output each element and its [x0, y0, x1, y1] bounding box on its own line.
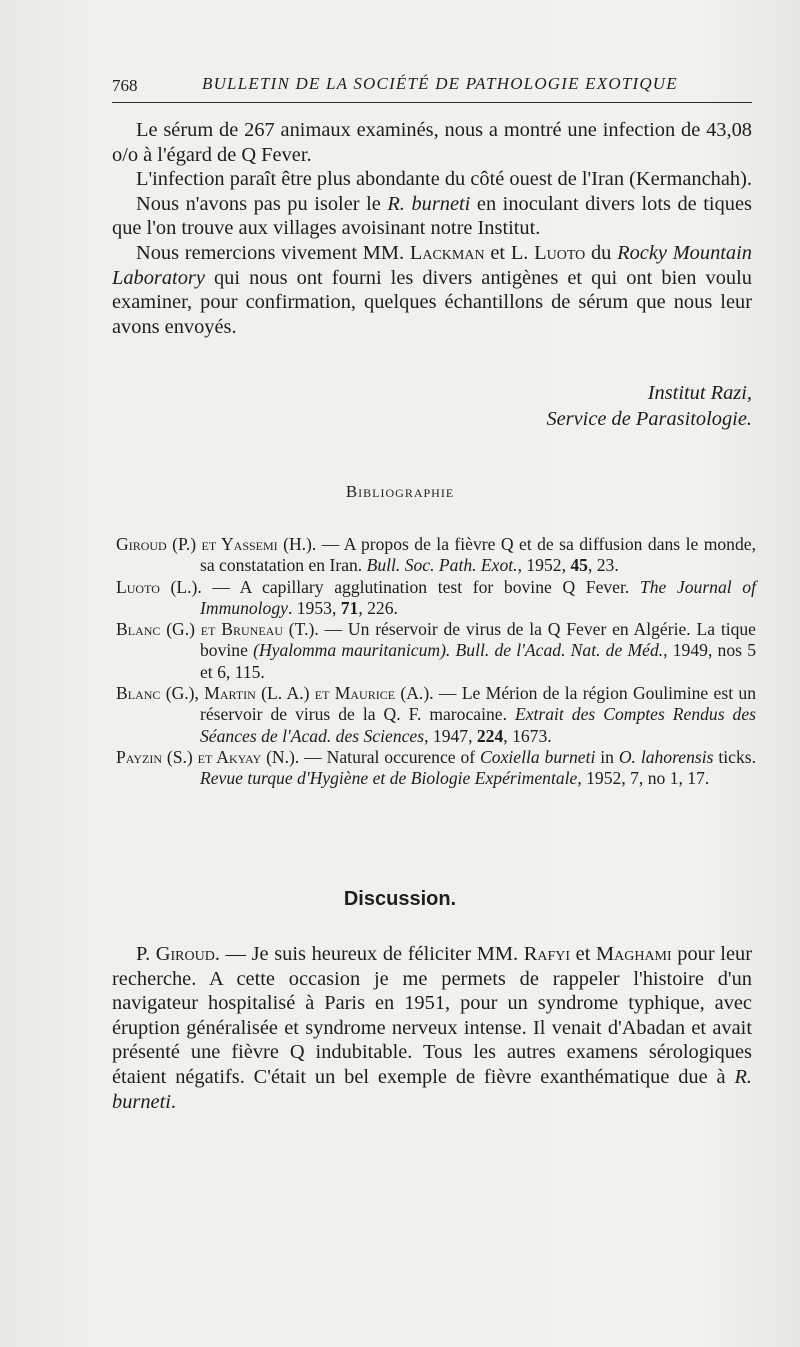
signature-institute: Institut Razi,: [647, 382, 752, 404]
speaker-name: P. Giroud.: [136, 943, 220, 965]
bibliography-list: [116, 534, 756, 790]
paragraph-serum: Le sérum de 267 animaux examinés, nous a montré une infection de 43,08 o/o à l'égard de Q Fever.: [112, 119, 752, 166]
reference-item: Luoto (L.). — A capillary agglutination test for bovine Q Fever. The Journal of Immunology. 1953, 71, 226.: [116, 576, 756, 618]
discussion-title: Discussion.: [343, 888, 457, 910]
laboratory-name: Rocky Mountain Laboratory: [112, 241, 752, 289]
reference-item: Blanc (G.) et Bruneau (T.). — Un réservoir de virus de la Q Fever en Algérie. La tique bovine (Hyalomma mauritanicum). Bull. de l'Acad. Nat. de Méd., 1949, nos 5 et 6, 115.: [116, 619, 756, 682]
journal-title: BULLETIN DE LA SOCIÉTÉ DE PATHOLOGIE EXOTIQUE: [202, 74, 678, 93]
reference-item: Blanc (G.), Martin (L. A.) et Maurice (A.). — Le Mérion de la région Goulimine est un réservoir de virus de la Q. F. marocaine. Extrait des Comptes Rendus des Séances de l'Acad. des Sciences, 1947, 224, 1673.: [116, 683, 756, 746]
signature-service: Service de Parasitologie.: [546, 408, 752, 430]
reference-item: Payzin (S.) et Akyay (N.). — Natural occurence of Coxiella burneti in O. lahorensis ticks. Revue turque d'Hygiène et de Biologie Expérimentale, 1952, 7, no 1, 17.: [116, 746, 756, 789]
bibliography-title: Bibliographie: [345, 482, 455, 501]
intro-text: [112, 118, 752, 339]
discussion-text: [112, 942, 752, 1114]
page-number: 768: [112, 76, 138, 95]
running-header: [112, 70, 752, 103]
paragraph-infection: L'infection paraît être plus abondante du côté ouest de l'Iran (Kermanchah).: [136, 168, 752, 191]
paragraph-isolation: Nous n'avons pas pu isoler le R. burneti en inoculant divers lots de tiques que l'on trouve aux villages avoisinant notre Institut.: [112, 192, 752, 240]
discussion-paragraph: P. Giroud. — Je suis heureux de féliciter MM. Rafyi et Maghami pour leur recherche. A cette occasion je me permets de rappeler l'histoire d'un navigateur hospitalisé à Paris en 1951, pour un syndrome typhique, avec éruption généralisée et syndrome nerveux intense. Il venait d'Abadan et avait présenté une fièvre Q indubitable. Tous les autres examens sérologiques étaient négatifs. C'était un bel exemple de fièvre exanthématique due à R. burneti.: [112, 943, 752, 1113]
species-name: R. burneti: [387, 192, 471, 215]
signature: [546, 380, 752, 432]
reference-item: Giroud (P.) et Yassemi (H.). — A propos de la fièvre Q et de sa diffusion dans le monde, sa constatation en Iran. Bull. Soc. Path. Exot., 1952, 45, 23.: [116, 534, 756, 576]
paragraph-thanks: Nous remercions vivement MM. Lackman et L. Luoto du Rocky Mountain Laboratory qui nous ont fourni les divers antigènes et qui ont bien voulu examiner, pour confirmation, quelques échantillons de sérum que nous leur avons envoyés.: [112, 241, 752, 338]
